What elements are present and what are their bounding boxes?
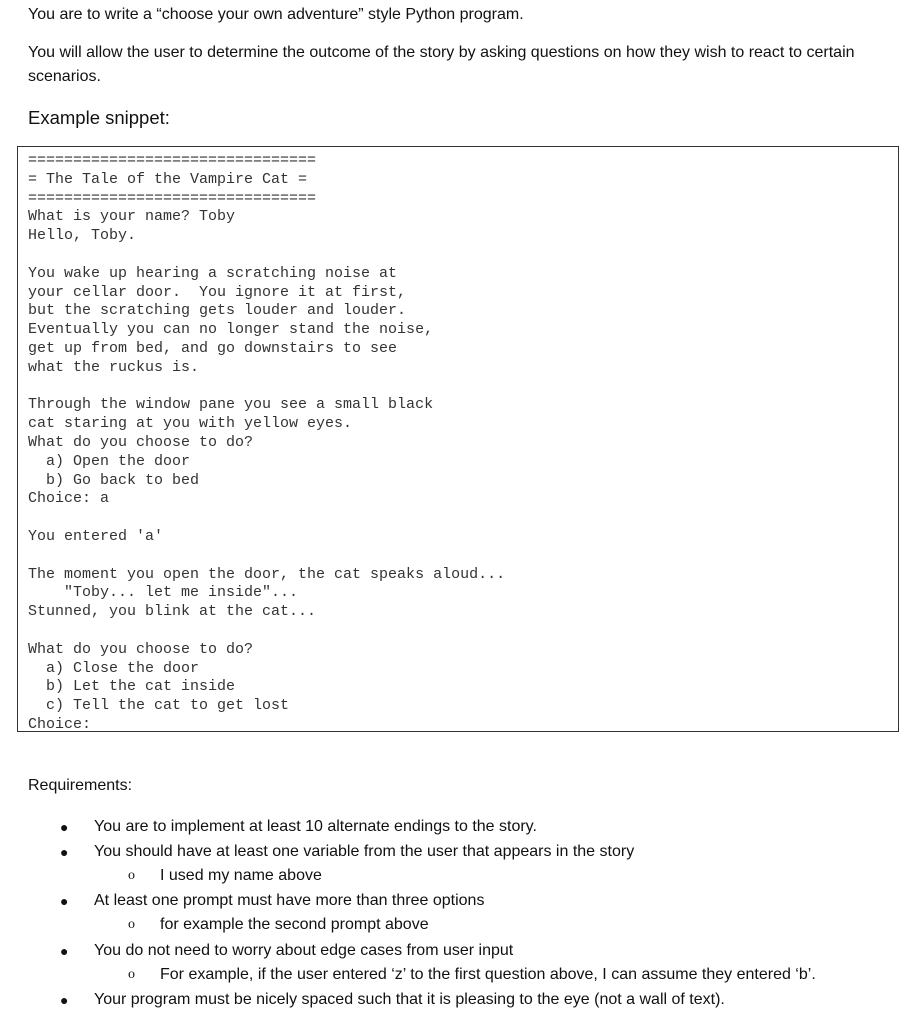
code-line: Choice: a <box>28 490 110 508</box>
requirement-item <box>60 889 485 913</box>
code-snippet <box>28 152 505 735</box>
requirement-item <box>60 840 635 864</box>
requirement-text: You are to implement at least 10 alternate endings to the story. <box>94 818 537 835</box>
requirement-item <box>60 939 514 963</box>
subitem-text: I used my name above <box>160 867 322 884</box>
requirement-text: Your program must be nicely spaced such that it is pleasing to the eye (not a wall of text). <box>94 991 725 1008</box>
code-line: What do you choose to do? <box>28 640 254 658</box>
code-line: a) Close the door <box>28 659 200 677</box>
code-line: = The Tale of the Vampire Cat = <box>28 170 308 188</box>
requirement-subitem <box>128 963 816 987</box>
requirement-item <box>60 815 537 839</box>
requirement-text: You should have at least one variable from the user that appears in the story <box>94 843 635 860</box>
sub-bullet-icon: o <box>128 967 135 982</box>
code-line: Through the window pane you see a small black <box>28 396 434 414</box>
code-line <box>28 378 505 397</box>
code-line <box>28 622 505 641</box>
subitem-text: for example the second prompt above <box>160 916 429 933</box>
bullet-icon: ● <box>60 992 69 1008</box>
requirement-subitem <box>128 864 322 888</box>
code-line: What is your name? Toby <box>28 208 236 226</box>
requirement-text: You do not need to worry about edge cases from user input <box>94 942 514 959</box>
bullet-icon: ● <box>60 844 69 860</box>
bullet-icon: ● <box>60 893 69 909</box>
code-line: b) Go back to bed <box>28 471 200 489</box>
code-line <box>28 547 505 566</box>
sub-bullet-icon: o <box>128 868 135 883</box>
code-line: but the scratching gets louder and louder. <box>28 302 407 320</box>
code-line: Choice: <box>28 715 92 733</box>
requirements-heading: Requirements: <box>28 777 133 794</box>
code-line: Eventually you can no longer stand the noise, <box>28 321 434 339</box>
requirement-subitem <box>128 913 429 937</box>
intro-paragraph-2: You will allow the user to determine the outcome of the story by asking questions on how they wish to react to certain scenarios. <box>28 44 855 85</box>
code-line: Stunned, you blink at the cat... <box>28 603 317 621</box>
code-line: b) Let the cat inside <box>28 678 236 696</box>
requirement-text: At least one prompt must have more than three options <box>94 892 485 909</box>
code-line: "Toby... let me inside"... <box>28 584 299 602</box>
code-line: Hello, Toby. <box>28 227 137 245</box>
code-line: ================================ <box>28 189 317 207</box>
code-line: What do you choose to do? <box>28 433 254 451</box>
code-line: You wake up hearing a scratching noise at <box>28 264 398 282</box>
requirement-item <box>60 988 725 1012</box>
bullet-icon: ● <box>60 943 69 959</box>
code-line: You entered 'a' <box>28 527 164 545</box>
code-line: c) Tell the cat to get lost <box>28 697 290 715</box>
code-line: get up from bed, and go downstairs to see <box>28 339 398 357</box>
code-snippet-box <box>17 146 899 732</box>
code-line <box>28 246 505 265</box>
subitem-text: For example, if the user entered ‘z’ to the first question above, I can assume they entered ‘b’. <box>160 966 816 983</box>
example-snippet-heading: Example snippet: <box>28 107 170 128</box>
sub-bullet-icon: o <box>128 917 135 932</box>
intro-paragraph-1: You are to write a “choose your own adventure” style Python program. <box>28 6 524 23</box>
bullet-icon: ● <box>60 819 69 835</box>
code-line: a) Open the door <box>28 452 191 470</box>
code-line: cat staring at you with yellow eyes. <box>28 415 353 433</box>
code-line: what the ruckus is. <box>28 358 200 376</box>
code-line: your cellar door. You ignore it at first, <box>28 283 407 301</box>
code-line <box>28 509 505 528</box>
code-line: The moment you open the door, the cat speaks aloud... <box>28 565 506 583</box>
code-line: ================================ <box>28 152 317 169</box>
